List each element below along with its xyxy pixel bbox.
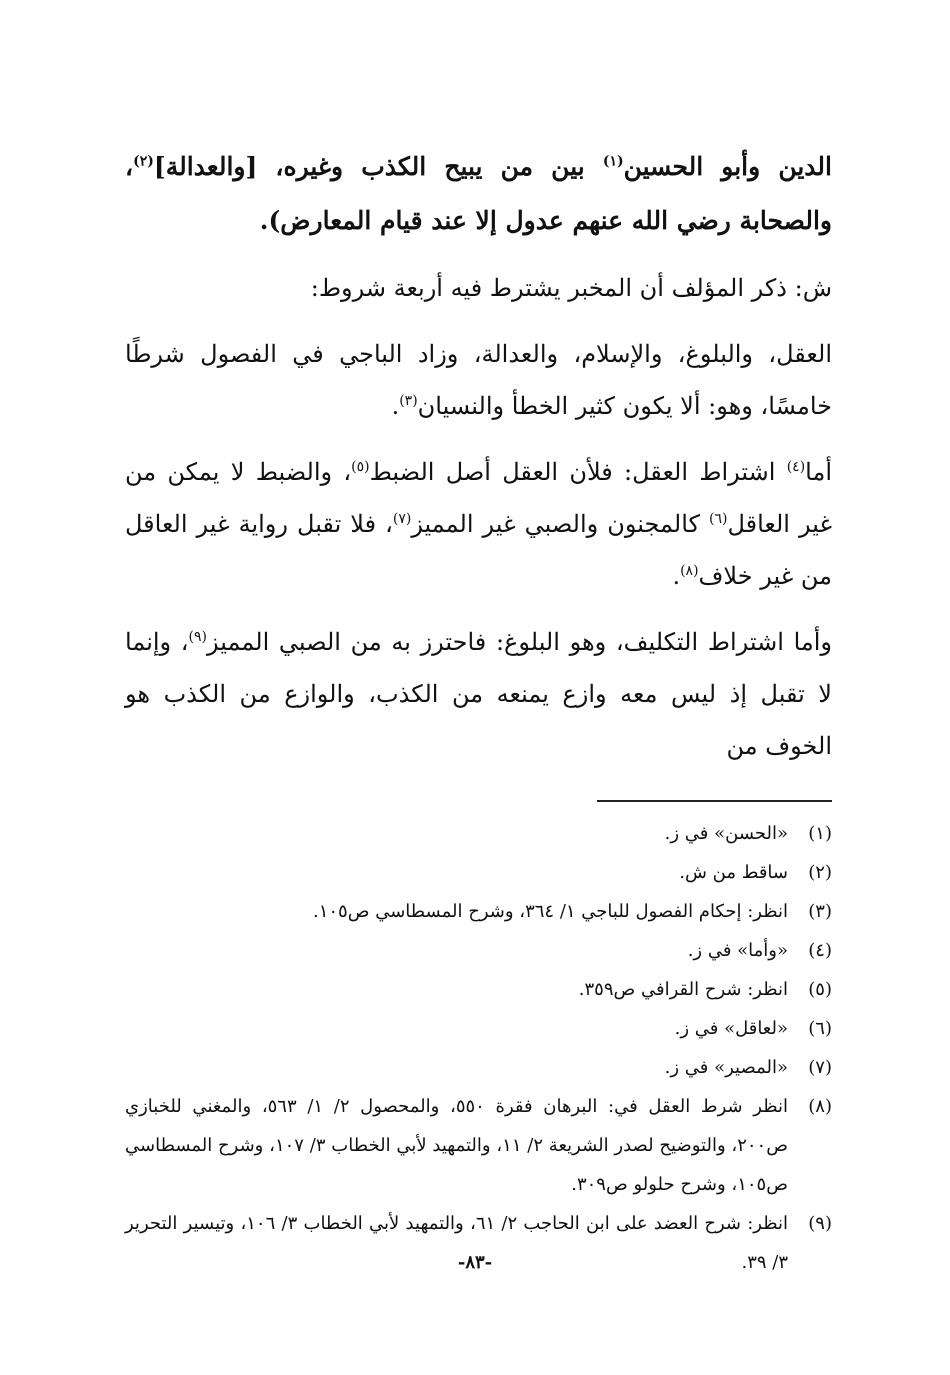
text-run: بين من يبيح الكذب وغيره، [والعدالة] [153, 152, 603, 181]
puberty-paragraph [125, 616, 832, 772]
footnote-number: (٤) [808, 940, 832, 961]
footnote-divider [597, 800, 832, 802]
footnote-item [125, 1009, 832, 1048]
footnote-ref[interactable]: (١) [602, 153, 624, 170]
footnote-item [125, 814, 832, 853]
footnote-text: «وأما» في ز. [687, 940, 788, 961]
footnote-text: انظر: شرح العضد على ابن الحاجب ٢/ ٦١، والتمهيد لأبي الخطاب ٣/ ١٠٦، وتيسير التحرير ٣/ ٣٩. [125, 1213, 789, 1273]
text-run: العقل، والبلوغ، والإسلام، والعدالة، وزاد الباجي في الفصول شرطًا خامسًا، وهو: ألا يكون كثير الخطأ والنسيان [125, 340, 832, 420]
page-number: -٨٣- [457, 1252, 493, 1273]
footnote-item [125, 931, 832, 970]
footnote-number: (٩) [808, 1213, 832, 1234]
footnote-ref[interactable]: (٤) [786, 459, 806, 475]
footnote-ref[interactable]: (٣) [399, 393, 418, 409]
footnote-text: انظر شرط العقل في: البرهان فقرة ٥٥٠، والمحصول ٢/ ١/ ٥٦٣، والمغني للخبازي ص٢٠٠، والتوضيح لصدر الشريعة ٢/ ١١، والتمهيد لأبي الخطاب ٣/ ١٠٧، وشرح المسطاسي ص١٠٥، وشرح حلولو ص٣٠٩. [125, 1096, 788, 1195]
text-run: ش: ذكر المؤلف أن المخبر يشترط فيه أربعة شروط: [310, 274, 832, 302]
footnote-text: «لعاقل» في ز. [674, 1018, 788, 1039]
footnote-ref[interactable]: (٨) [680, 563, 699, 579]
footnote-number: (٣) [808, 901, 832, 922]
footnotes-list [125, 814, 832, 1282]
footnote-item [125, 1048, 832, 1087]
footnote-item [125, 1087, 832, 1204]
footnote-number: (٥) [808, 979, 832, 1000]
text-run: ، والضبط لا يمكن من غير العاقل [125, 458, 833, 538]
text-run: كالمجنون والصبي غير المميز [411, 510, 709, 538]
conditions-paragraph [125, 328, 832, 432]
footnote-item [125, 970, 832, 1009]
text-run: . [672, 562, 681, 590]
text-run: الدين وأبو الحسين [623, 152, 832, 181]
footnote-number: (٧) [808, 1057, 832, 1078]
footnote-number: (١) [808, 823, 832, 844]
footnote-text: انظر: إحكام الفصول للباجي ١/ ٣٦٤، وشرح المسطاسي ص١٠٥. [312, 901, 788, 922]
text-run: ، والصحابة رضي الله عنهم عدول إلا عند قيام المعارض). [125, 152, 832, 235]
footnote-text: «الحسن» في ز. [664, 823, 788, 844]
footnote-ref[interactable]: (٥) [351, 459, 370, 475]
footnote-number: (٨) [808, 1096, 832, 1117]
footnote-ref[interactable]: (٧) [392, 511, 412, 527]
text-run: اشتراط العقل: فلأن العقل أصل الضبط [369, 458, 787, 486]
footnote-number: (٦) [808, 1018, 832, 1039]
text-run: . [391, 392, 400, 420]
footnote-ref[interactable]: (٦) [708, 511, 728, 527]
text-run: ، فلا تقبل رواية غير العاقل من غير خلاف [125, 510, 832, 590]
text-run: وأما اشتراط التكليف، وهو البلوغ: فاحترز به من الصبي المميز [207, 628, 833, 656]
footnote-number: (٢) [808, 862, 832, 883]
footnote-text: انظر: شرح القرافي ص٣٥٩. [578, 979, 788, 1000]
footnote-item [125, 892, 832, 931]
intellect-paragraph [125, 446, 832, 602]
footnote-text: ساقط من ش. [679, 862, 788, 883]
commentary-intro-paragraph [125, 262, 832, 314]
footnote-ref[interactable]: (٢) [133, 153, 154, 170]
text-run: أما [805, 458, 832, 486]
text-run: ، وإنما لا تقبل إذ ليس معه وازع يمنعه من الكذب، والوازع من الكذب هو الخوف من [125, 628, 832, 760]
footnote-item [125, 853, 832, 892]
footnote-text: «المصير» في ز. [664, 1057, 788, 1078]
matn-paragraph [125, 140, 832, 248]
footnote-ref[interactable]: (٩) [188, 629, 208, 645]
